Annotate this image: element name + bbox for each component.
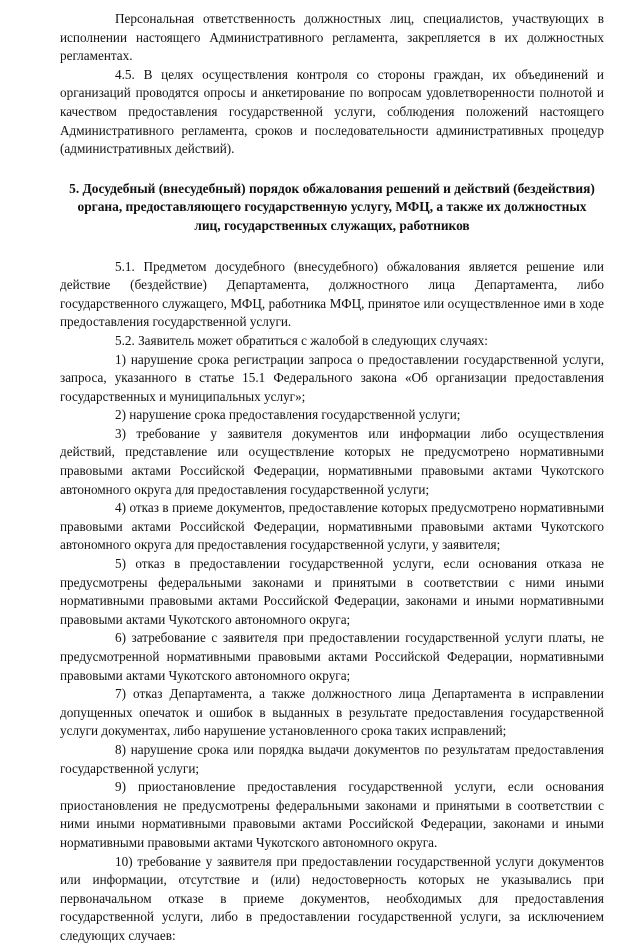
list-item-9: 9) приостановление предоставления государственной услуги, если основания приостановления не предусмотрены федеральными законами и принятыми в соответствии с ними иными нормативными правовыми актами Российской Федерации, законами и иными нормативными правовыми актами Чукотского автономного округа. — [60, 779, 604, 850]
list-item-7: 7) отказ Департамента, а также должностного лица Департамента в исправлении допущенных опечаток и ошибок в выданных в результате предоставления государственной услуги документах, либо нарушение установленного срока таких исправлений; — [60, 686, 604, 739]
paragraph-responsibility: Персональная ответственность должностных лиц, специалистов, участвующих в исполнении настоящего Административного регламента, закрепляется в их должностных регламентах. — [60, 11, 604, 64]
list-item-10: 10) требование у заявителя при предоставлении государственной услуги документов или информации, отсутствие и (или) недостоверность которых не указывались при первоначальном отказе в приеме документов, необходимых для предоставления государственной услуги, либо в предоставлении государственной услуги, за исключением следующих случаев: — [60, 853, 604, 943]
list-item-2: 2) нарушение срока предоставления государственной услуги; — [115, 407, 461, 423]
list-item-3: 3) требование у заявителя документов или информации либо осуществления действий, представление или осуществление которых не предусмотрено нормативными правовыми актами Российской Федерации, нормативными правовыми актами Чукотского автономного округа для предоставления государственной услуги; — [60, 425, 604, 497]
paragraph-5-1: 5.1. Предметом досудебного (внесудебного) обжалования является решение или действие (бездействие) Департамента, должностного лица Департамента, либо государственного служащего, МФЦ, работника МФЦ, принятое или осуществленное ими в ходе предоставления государственной услуги. — [60, 258, 604, 330]
list-item-4: 4) отказ в приеме документов, предоставление которых предусмотрено нормативными правовыми актами Российской Федерации, нормативными правовыми актами Чукотского автономного округа для предоставления государственной услуги, у заявителя; — [60, 500, 604, 553]
paragraph-4-5: 4.5. В целях осуществления контроля со стороны граждан, их объединений и организаций проводятся опросы и анкетирование по вопросам удовлетворенности полнотой и качеством предоставления государственной услуги, соблюдения положений настоящего Административного регламента, сроков и последовательности административных процедур (административных действий). — [60, 66, 604, 157]
list-item-6: 6) затребование с заявителя при предоставлении государственной услуги платы, не предусмотренной нормативными правовыми актами Российской Федерации, нормативными правовыми актами Чукотского автономного округа; — [60, 630, 604, 683]
section-heading: 5. Досудебный (внесудебный) порядок обжалования решений и действий (бездействия) органа, предоставляющего государственную услугу, МФЦ, а также их должностных лиц, государственных служащих, работников — [69, 180, 595, 233]
list-item-5: 5) отказ в предоставлении государственной услуги, если основания отказа не предусмотрены федеральными законами и принятыми в соответствии с ними иными нормативными правовыми актами Российской Федерации, законами и иными нормативными правовыми актами Чукотского автономного округа; — [60, 556, 604, 627]
list-item-8: 8) нарушение срока или порядка выдачи документов по результатам предоставления государственной услуги; — [60, 741, 604, 776]
list-item-1: 1) нарушение срока регистрации запроса о предоставлении государственной услуги, запроса, указанного в статье 15.1 Федерального закона «Об организации предоставления государственных и муниципальных услуг»; — [60, 351, 604, 404]
document-page — [60, 10, 604, 946]
paragraph-5-2: 5.2. Заявитель может обратиться с жалобой в следующих случаях: — [115, 332, 488, 348]
